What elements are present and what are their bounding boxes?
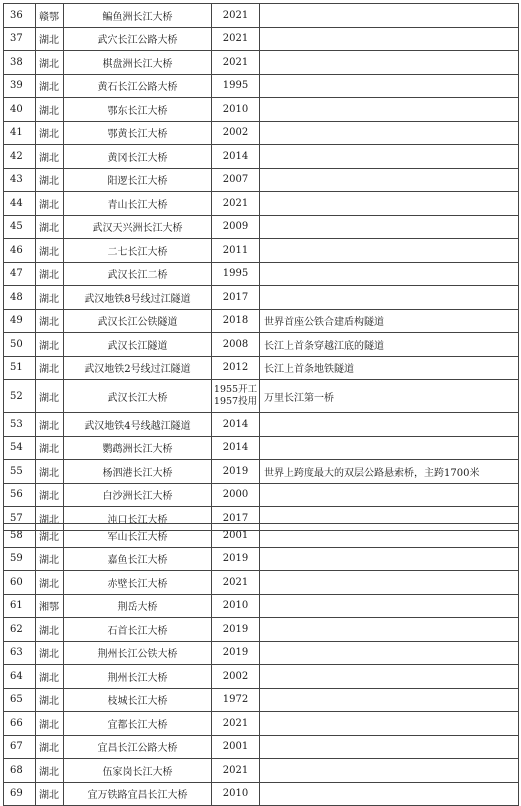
year-cell: 2009 (212, 215, 260, 239)
bridge-name-cell: 鳊鱼洲长江大桥 (64, 4, 212, 28)
note-cell (260, 436, 519, 460)
province-cell: 湖北 (36, 571, 64, 595)
row-number: 39 (4, 74, 36, 98)
year-cell: 2021 (212, 712, 260, 736)
bridge-name-cell: 鹦鹉洲长江大桥 (64, 436, 212, 460)
table-row (4, 145, 519, 169)
bridge-table-part-1 (3, 3, 519, 531)
row-number: 67 (4, 735, 36, 759)
note-cell (260, 262, 519, 286)
bridge-name-cell: 武汉地铁2号线过江隧道 (64, 356, 212, 380)
table-row (4, 239, 519, 263)
row-number: 44 (4, 192, 36, 216)
table-row (4, 98, 519, 122)
note-cell (260, 215, 519, 239)
bridge-name-cell: 赤壁长江大桥 (64, 571, 212, 595)
row-number: 63 (4, 641, 36, 665)
bridge-name-cell: 黄石长江公路大桥 (64, 74, 212, 98)
table-row (4, 413, 519, 437)
bridge-name-cell: 军山长江大桥 (64, 524, 212, 548)
row-number: 36 (4, 4, 36, 28)
province-cell: 湖北 (36, 436, 64, 460)
bridge-name-cell: 武汉长江大桥 (64, 380, 212, 413)
bridge-name-cell: 武穴长江公路大桥 (64, 27, 212, 51)
province-cell: 湖北 (36, 215, 64, 239)
note-cell (260, 759, 519, 783)
row-number: 60 (4, 571, 36, 595)
note-cell (260, 782, 519, 806)
note-cell (260, 239, 519, 263)
table-row (4, 51, 519, 75)
table-body (4, 4, 519, 531)
row-number: 55 (4, 460, 36, 484)
province-cell: 赣鄂 (36, 4, 64, 28)
bridge-name-cell: 宜昌长江公路大桥 (64, 735, 212, 759)
table-row (4, 594, 519, 618)
year-cell: 2021 (212, 27, 260, 51)
year-cell: 2010 (212, 782, 260, 806)
year-cell: 2017 (212, 286, 260, 310)
table-row (4, 547, 519, 571)
bridge-name-cell: 阳逻长江大桥 (64, 168, 212, 192)
year-cell: 2000 (212, 483, 260, 507)
note-cell (260, 286, 519, 310)
province-cell: 湘鄂 (36, 594, 64, 618)
table-row (4, 641, 519, 665)
note-cell (260, 712, 519, 736)
year-cell: 2021 (212, 759, 260, 783)
year-cell: 2002 (212, 121, 260, 145)
year-cell: 1995 (212, 74, 260, 98)
province-cell: 湖北 (36, 688, 64, 712)
year-cell: 2008 (212, 333, 260, 357)
province-cell: 湖北 (36, 286, 64, 310)
table-row (4, 74, 519, 98)
province-cell: 湖北 (36, 547, 64, 571)
province-cell: 湖北 (36, 145, 64, 169)
table-row (4, 380, 519, 413)
year-cell: 2021 (212, 571, 260, 595)
bridge-name-cell: 伍家岗长江大桥 (64, 759, 212, 783)
bridge-name-cell: 武汉长江公铁隧道 (64, 309, 212, 333)
row-number: 50 (4, 333, 36, 357)
bridge-name-cell: 石首长江大桥 (64, 618, 212, 642)
province-cell: 湖北 (36, 121, 64, 145)
year-cell: 2019 (212, 641, 260, 665)
note-cell (260, 4, 519, 28)
year-cell: 2019 (212, 618, 260, 642)
province-cell: 湖北 (36, 413, 64, 437)
table-row (4, 735, 519, 759)
province-cell: 湖北 (36, 51, 64, 75)
note-cell (260, 168, 519, 192)
bridge-name-cell: 武汉地铁4号线越江隧道 (64, 413, 212, 437)
note-cell (260, 688, 519, 712)
bridge-name-cell: 宜万铁路宜昌长江大桥 (64, 782, 212, 806)
province-cell: 湖北 (36, 665, 64, 689)
row-number: 66 (4, 712, 36, 736)
row-number: 59 (4, 547, 36, 571)
table-row (4, 782, 519, 806)
bridge-name-cell: 黄冈长江大桥 (64, 145, 212, 169)
year-cell: 2021 (212, 192, 260, 216)
table-row (4, 27, 519, 51)
bridge-name-cell: 武汉长江二桥 (64, 262, 212, 286)
province-cell: 湖北 (36, 192, 64, 216)
table-row (4, 688, 519, 712)
note-cell: 万里长江第一桥 (260, 380, 519, 413)
year-cell: 2019 (212, 547, 260, 571)
note-cell (260, 74, 519, 98)
row-number: 45 (4, 215, 36, 239)
row-number: 69 (4, 782, 36, 806)
year-cell: 2018 (212, 309, 260, 333)
table-row (4, 333, 519, 357)
year-cell: 1972 (212, 688, 260, 712)
row-number: 38 (4, 51, 36, 75)
province-cell: 湖北 (36, 712, 64, 736)
province-cell: 湖北 (36, 98, 64, 122)
province-cell: 湖北 (36, 483, 64, 507)
bridge-name-cell: 鄂东长江大桥 (64, 98, 212, 122)
year-cell: 2007 (212, 168, 260, 192)
province-cell: 湖北 (36, 782, 64, 806)
bridge-name-cell: 宜都长江大桥 (64, 712, 212, 736)
province-cell: 湖北 (36, 239, 64, 263)
note-cell (260, 594, 519, 618)
province-cell: 湖北 (36, 735, 64, 759)
table-row (4, 759, 519, 783)
row-number: 53 (4, 413, 36, 437)
row-number: 56 (4, 483, 36, 507)
province-cell: 湖北 (36, 641, 64, 665)
note-cell (260, 547, 519, 571)
note-cell (260, 27, 519, 51)
bridge-name-cell: 荆州长江大桥 (64, 665, 212, 689)
table-row (4, 618, 519, 642)
note-cell (260, 665, 519, 689)
province-cell: 湖北 (36, 262, 64, 286)
province-cell: 湖北 (36, 309, 64, 333)
note-cell (260, 121, 519, 145)
year-cell: 2011 (212, 239, 260, 263)
row-number: 47 (4, 262, 36, 286)
row-number: 61 (4, 594, 36, 618)
province-cell: 湖北 (36, 356, 64, 380)
year-cell: 2021 (212, 4, 260, 28)
province-cell: 湖北 (36, 618, 64, 642)
row-number: 65 (4, 688, 36, 712)
table-row (4, 665, 519, 689)
year-cell: 2010 (212, 594, 260, 618)
table-row (4, 436, 519, 460)
row-number: 42 (4, 145, 36, 169)
bridge-name-cell: 棋盘洲长江大桥 (64, 51, 212, 75)
table-row (4, 286, 519, 310)
table-row (4, 356, 519, 380)
year-cell: 2017 (212, 507, 260, 531)
year-cell: 2014 (212, 145, 260, 169)
table-row (4, 571, 519, 595)
year-cell: 2014 (212, 436, 260, 460)
province-cell: 湖北 (36, 524, 64, 548)
table-row (4, 524, 519, 548)
table-row (4, 460, 519, 484)
table-row (4, 168, 519, 192)
note-cell (260, 524, 519, 548)
row-number: 62 (4, 618, 36, 642)
row-number: 41 (4, 121, 36, 145)
table-row (4, 121, 519, 145)
row-number: 68 (4, 759, 36, 783)
row-number: 37 (4, 27, 36, 51)
note-cell (260, 571, 519, 595)
table-row (4, 192, 519, 216)
bridge-name-cell: 武汉天兴洲长江大桥 (64, 215, 212, 239)
note-cell: 长江上首条穿越江底的隧道 (260, 333, 519, 357)
bridge-name-cell: 二七长江大桥 (64, 239, 212, 263)
note-cell (260, 98, 519, 122)
year-cell: 1955开工 1957投用 (212, 380, 260, 413)
note-cell (260, 145, 519, 169)
note-cell (260, 618, 519, 642)
row-number: 49 (4, 309, 36, 333)
note-cell: 长江上首条地铁隧道 (260, 356, 519, 380)
note-cell: 世界首座公铁合建盾构隧道 (260, 309, 519, 333)
year-cell: 2012 (212, 356, 260, 380)
table-row (4, 4, 519, 28)
note-cell: 世界上跨度最大的双层公路悬索桥，主跨1700米 (260, 460, 519, 484)
bridge-name-cell: 沌口长江大桥 (64, 507, 212, 531)
bridge-name-cell: 鄂黄长江大桥 (64, 121, 212, 145)
bridge-name-cell: 杨泗港长江大桥 (64, 460, 212, 484)
bridge-name-cell: 白沙洲长江大桥 (64, 483, 212, 507)
year-cell: 2021 (212, 51, 260, 75)
year-cell: 1995 (212, 262, 260, 286)
table-row (4, 309, 519, 333)
bridge-name-cell: 荆州长江公铁大桥 (64, 641, 212, 665)
table-row (4, 483, 519, 507)
row-number: 43 (4, 168, 36, 192)
province-cell: 湖北 (36, 27, 64, 51)
row-number: 48 (4, 286, 36, 310)
year-cell: 2001 (212, 735, 260, 759)
note-cell (260, 735, 519, 759)
year-cell: 2002 (212, 665, 260, 689)
province-cell: 湖北 (36, 759, 64, 783)
row-number: 64 (4, 665, 36, 689)
table-body (4, 524, 519, 806)
row-number: 40 (4, 98, 36, 122)
row-number: 58 (4, 524, 36, 548)
note-cell (260, 641, 519, 665)
year-cell: 2019 (212, 460, 260, 484)
note-cell (260, 51, 519, 75)
province-cell: 湖北 (36, 380, 64, 413)
note-cell (260, 413, 519, 437)
bridge-table-part-2 (3, 523, 519, 806)
row-number: 46 (4, 239, 36, 263)
bridge-name-cell: 武汉地铁8号线过江隧道 (64, 286, 212, 310)
bridge-name-cell: 枝城长江大桥 (64, 688, 212, 712)
table-row (4, 215, 519, 239)
row-number: 54 (4, 436, 36, 460)
table-row (4, 262, 519, 286)
province-cell: 湖北 (36, 74, 64, 98)
year-cell: 2014 (212, 413, 260, 437)
year-cell: 2010 (212, 98, 260, 122)
note-cell (260, 483, 519, 507)
table-row (4, 712, 519, 736)
note-cell (260, 192, 519, 216)
bridge-name-cell: 嘉鱼长江大桥 (64, 547, 212, 571)
row-number: 51 (4, 356, 36, 380)
bridge-name-cell: 武汉长江隧道 (64, 333, 212, 357)
province-cell: 湖北 (36, 168, 64, 192)
province-cell: 湖北 (36, 460, 64, 484)
year-cell: 2001 (212, 524, 260, 548)
province-cell: 湖北 (36, 507, 64, 531)
bridge-name-cell: 荆岳大桥 (64, 594, 212, 618)
row-number: 52 (4, 380, 36, 413)
row-number: 57 (4, 507, 36, 531)
bridge-name-cell: 青山长江大桥 (64, 192, 212, 216)
province-cell: 湖北 (36, 333, 64, 357)
